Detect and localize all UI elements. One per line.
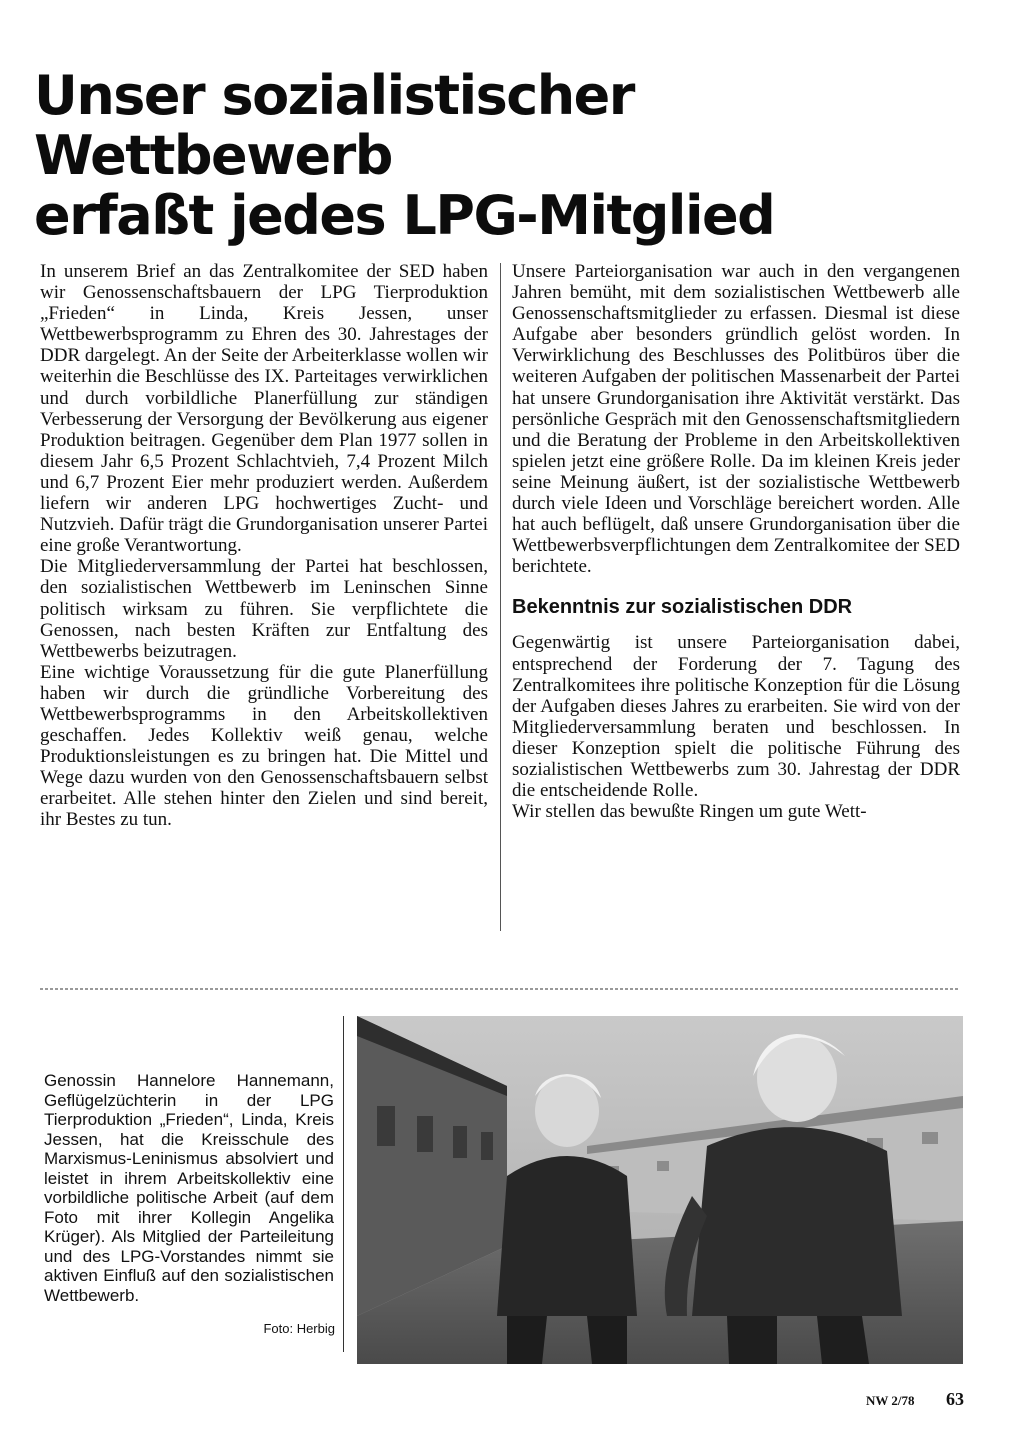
paragraph: Gegenwärtig ist unsere Parteiorganisation dabei, entsprechend der Forderung der 7. Tagung des Zentralkomitees ihre politische Konzeption für die Lösung der Aufgaben dieses Jahres zu erarbeiten. Sie wird von der Mitgliederversammlung beraten und beschlossen. In dieser Konzeption spielt die politische Führung des sozialistischen Wettbewerbs zum 30. Jahrestag der DDR die entscheidende Rolle. [512, 632, 960, 802]
photo [357, 1016, 963, 1364]
right-column [512, 261, 960, 822]
issue-number: NW 2/78 [866, 1393, 915, 1408]
headline-line-1: Unser sozialistischer Wettbewerb [34, 64, 634, 187]
headline-line-2: erfaßt jedes LPG-Mitglied [34, 184, 775, 247]
section-subheading: Bekenntnis zur sozialistischen DDR [512, 596, 853, 619]
photo-credit: Foto: Herbig [263, 1321, 335, 1336]
photo-illustration [357, 1016, 963, 1364]
article-headline [34, 66, 994, 246]
left-column [40, 261, 488, 831]
paragraph: Wir stellen das bewußte Ringen um gute Wett- [512, 801, 867, 823]
section-separator [40, 988, 960, 990]
paragraph: Unsere Parteiorganisation war auch in den vergangenen Jahren bemüht, mit dem sozialistischen Wettbewerb alle Genossenschaftsmitglieder zu erfassen. Diesmal ist diese Aufgabe aber besonders gründlich gelöst worden. In Verwirklichung des Beschlusses des Politbüros über die weiteren Aufgaben der politischen Massenarbeit der Partei hat unsere Grundorganisation ihre Aktivität verstärkt. Das persönliche Gespräch mit den Genossenschaftsmitgliedern und die Beratung der Probleme in den Arbeitskollektiven spielen jetzt eine größere Rolle. Da im kleinen Kreis jeder seine Meinung äußert, ist der sozialistische Wettbewerb durch viele Ideen und Vorschläge bereichert worden. Alle hat auch beflügelt, daß unsere Grundorganisation über die Wettbewerbsverpflichtungen dem Zentralkomitee der SED berichtete. [512, 261, 960, 578]
paragraph: In unserem Brief an das Zentralkomitee der SED haben wir Genossenschaftsbauern der LPG Tierproduktion „Frieden“ in Linda, Kreis Jessen, unser Wettbewerbsprogramm zu Ehren des 30. Jahrestages der DDR dargelegt. An der Seite der Arbeiterklasse wollen wir weiterhin die Beschlüsse des IX. Parteitages verwirklichen und durch vorbildliche Planerfüllung zur ständigen Verbesserung der Versorgung der Bevölkerung aus eigener Produktion beitragen. Gegenüber dem Plan 1977 sollen in diesem Jahr 6,5 Prozent Schlachtvieh, 7,4 Prozent Milch und 6,7 Prozent Eier mehr produziert werden. Außerdem liefern wir anderen LPG hochwertiges Zucht- und Nutzvieh. Dafür trägt die Grundorganisation unserer Partei eine große Verantwortung. [40, 261, 488, 557]
photo-caption: Genossin Hannelore Hannemann, Geflügelzüchterin in der LPG Tierproduktion „Frieden“, Linda, Kreis Jessen, hat die Kreisschule des Marxismus-Leninismus absolviert und leistet in ihrem Arbeitskollektiv eine vorbildliche politische Arbeit (auf dem Foto mit ihrer Kollegin Angelika Krüger). Als Mitglied der Parteileitung und des LPG-Vorstandes nimmt sie aktiven Einfluß auf den sozialistischen Wettbewerb. [44, 1071, 334, 1305]
caption-divider [343, 1016, 344, 1352]
page-number: 63 [946, 1389, 964, 1409]
column-divider [500, 263, 501, 931]
paragraph: Eine wichtige Voraussetzung für die gute Planerfüllung haben wir durch die gründliche Vorbereitung des Wettbewerbsprogramms in den Arbeitskollektiven geschaffen. Jedes Kollektiv weiß genau, welche Produktionsleistungen es zu bringen hat. Die Mittel und Wege dazu wurden von den Genossenschaftsbauern selbst erarbeitet. Alle stehen hinter den Zielen und sind bereit, ihr Bestes zu tun. [40, 661, 488, 831]
paragraph: Die Mitgliederversammlung der Partei hat beschlossen, den sozialistischen Wettbewerb im Leninschen Sinne politisch wirksam zu führen. Sie verpflichtete die Genossen, nach besten Kräften zur Entfaltung des Wettbewerbs beizutragen. [40, 556, 488, 662]
